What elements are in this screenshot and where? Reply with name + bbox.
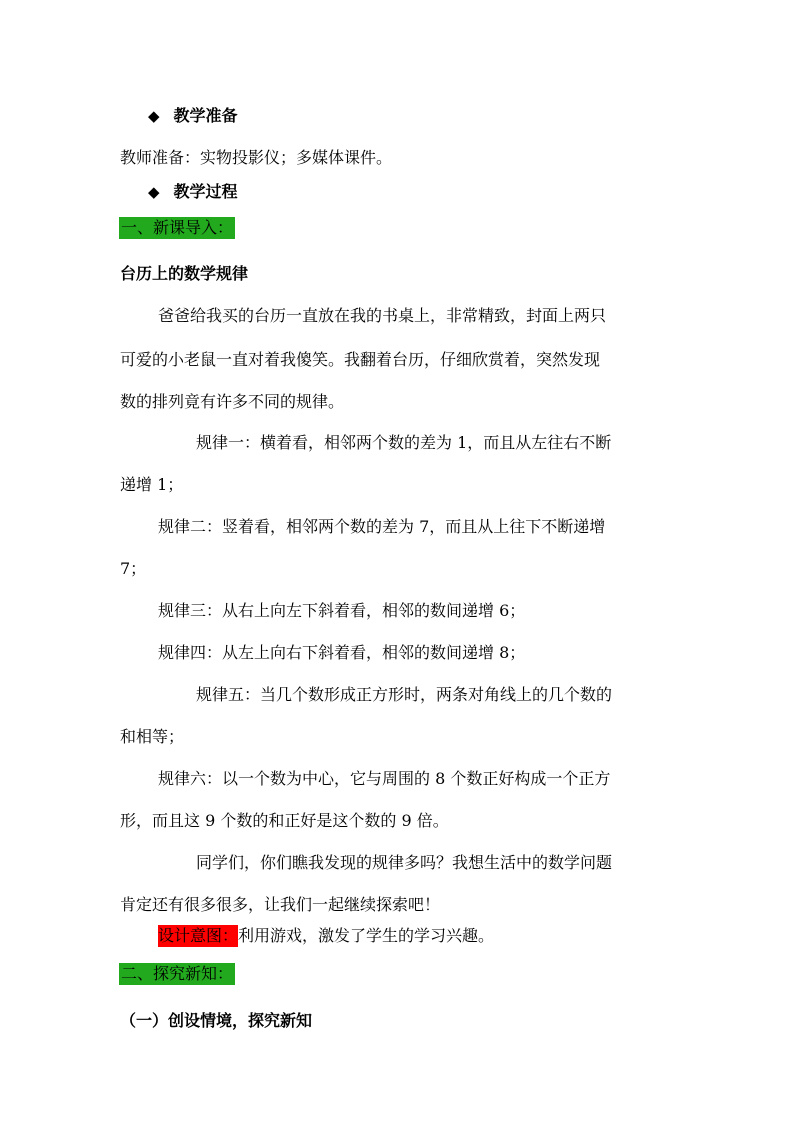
article-title: 台历上的数学规律 — [120, 264, 249, 283]
closing-line1: 同学们，你们瞧我发现的规律多吗？我想生活中的数学问题 — [196, 853, 613, 872]
rule1-line1: 规律一：横着看，相邻两个数的差为 1，而且从左往右不断 — [196, 433, 612, 452]
para1-line2: 可爱的小老鼠一直对着我傻笑。我翻着台历，仔细欣赏着，突然发现 — [120, 350, 601, 369]
part2-heading: 二、探究新知： — [121, 964, 234, 983]
rule6-line1: 规律六：以一个数为中心，它与周围的 8 个数正好构成一个正方 — [158, 769, 611, 788]
para1-line3: 数的排列竟有许多不同的规律。 — [120, 392, 345, 411]
closing-line2: 肯定还有很多很多，让我们一起继续探索吧！ — [120, 895, 441, 914]
process-heading-row — [148, 182, 238, 202]
rule5-line1: 规律五：当几个数形成正方形时，两条对角线上的几个数的 — [196, 685, 613, 704]
rule2-line2: 7； — [120, 559, 147, 578]
sub1-heading: （一）创设情境，探究新知 — [120, 1011, 313, 1030]
part1-heading: 一、新课导入： — [121, 218, 234, 237]
rule1-line2: 递增 1； — [120, 475, 184, 494]
design-intent-text: 利用游戏，激发了学生的学习兴趣。 — [238, 926, 495, 945]
prep-heading-row — [148, 106, 238, 126]
prep-body: 教师准备：实物投影仪；多媒体课件。 — [120, 148, 393, 167]
part2-heading-row — [119, 964, 235, 984]
diamond-bullet-icon: ◆ — [148, 183, 160, 201]
process-heading: 教学过程 — [173, 182, 238, 201]
rule5-line2: 和相等； — [120, 727, 185, 746]
design-intent-row — [158, 926, 494, 946]
diamond-bullet-icon: ◆ — [148, 107, 160, 125]
rule2-line1: 规律二：竖着看，相邻两个数的差为 7，而且从上往下不断递增 — [158, 517, 606, 536]
para1-line1: 爸爸给我买的台历一直放在我的书桌上，非常精致，封面上两只 — [158, 306, 607, 325]
rule6-line2: 形，而且这 9 个数的和正好是这个数的 9 倍。 — [120, 811, 449, 830]
design-intent-label: 设计意图： — [158, 926, 239, 945]
part1-heading-row — [119, 218, 235, 238]
rule4: 规律四：从左上向右下斜着看，相邻的数间递增 8； — [158, 643, 526, 662]
rule3: 规律三：从右上向左下斜着看，相邻的数间递增 6； — [158, 601, 526, 620]
prep-heading: 教学准备 — [173, 106, 238, 125]
